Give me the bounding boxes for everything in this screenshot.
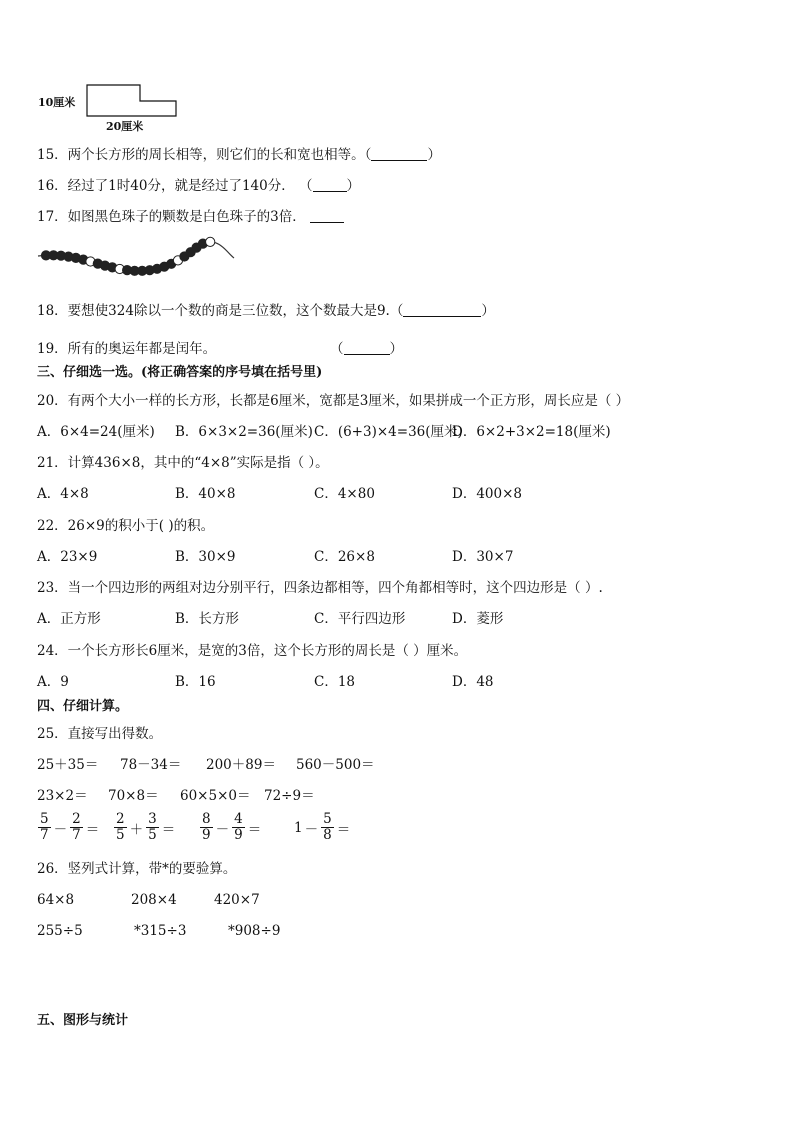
fraction-calc-3: $\frac{8}{9}$ － $\frac{4}{9}$ ＝ (202, 811, 262, 843)
q22-option-a[interactable]: A．23×9 (37, 549, 98, 565)
step-figure (38, 84, 188, 134)
vertical-calc-5: *315÷3 (134, 923, 187, 939)
fraction: $\frac{2}{7}$ (72, 811, 81, 843)
section-5-heading: 五、图形与统计 (37, 1013, 129, 1028)
calc-8: 72÷9＝ (264, 788, 315, 804)
answer-blank-18[interactable] (403, 302, 481, 317)
q24-option-b[interactable]: B．16 (175, 674, 216, 690)
question-19: 19．所有的奥运年都是闰年。 (37, 341, 217, 357)
section-3-heading: 三、仔细选一选。(将正确答案的序号填在括号里) (37, 365, 323, 380)
vertical-calc-2: 208×4 (131, 892, 177, 908)
calc-4: 560－500＝ (296, 757, 375, 773)
q21-option-b[interactable]: B．40×8 (175, 486, 236, 502)
bead-string-figure (36, 236, 236, 280)
question-19-bracket: （ ） (330, 341, 403, 357)
calc-7: 60×5×0＝ (180, 788, 251, 804)
question-20: 20．有两个大小一样的长方形，长都是6厘米，宽都是3厘米，如果拼成一个正方形，周长应是（ ） (37, 393, 630, 409)
figure-left-label: 10厘米 (38, 96, 76, 109)
fraction: $\frac{5}{7}$ (40, 811, 49, 843)
question-16: 16．经过了1时40分，就是经过了140分． （ ） (37, 178, 361, 194)
q20-option-b[interactable]: B．6×3×2=36(厘米) (175, 424, 313, 440)
question-24: 24．一个长方形长6厘米，是宽的3倍，这个长方形的周长是（ ）厘米。 (37, 643, 468, 659)
section-4-heading: 四、仔细计算。 (37, 699, 129, 714)
fraction-calc-2: $\frac{2}{5}$ ＋ $\frac{3}{5}$ ＝ (116, 811, 176, 843)
step-shape (86, 84, 178, 118)
q24-option-a[interactable]: A．9 (37, 674, 69, 690)
vertical-calc-6: *908÷9 (228, 923, 281, 939)
fraction: $\frac{4}{9}$ (234, 811, 243, 843)
question-25: 25．直接写出得数。 (37, 726, 163, 742)
fraction-calc-4: 1 － $\frac{5}{8}$ ＝ (294, 811, 351, 843)
calc-6: 70×8＝ (108, 788, 159, 804)
q20-option-d[interactable]: D．6×2+3×2=18(厘米) (452, 424, 611, 440)
calc-3: 200＋89＝ (206, 757, 276, 773)
question-22: 22．26×9的积小于( )的积。 (37, 518, 215, 534)
answer-blank-17[interactable] (310, 208, 344, 223)
q21-option-a[interactable]: A．4×8 (37, 486, 89, 502)
q24-option-c[interactable]: C．18 (314, 674, 356, 690)
figure-bottom-label: 20厘米 (106, 120, 144, 133)
q21-option-c[interactable]: C．4×80 (314, 486, 375, 502)
q22-option-d[interactable]: D．30×7 (452, 549, 514, 565)
calc-1: 25＋35＝ (37, 757, 99, 773)
q21-option-d[interactable]: D．400×8 (452, 486, 522, 502)
vertical-calc-4: 255÷5 (37, 923, 83, 939)
question-17: 17．如图黑色珠子的颗数是白色珠子的3倍． (37, 208, 344, 226)
q24-option-d[interactable]: D．48 (452, 674, 494, 690)
q23-option-d[interactable]: D．菱形 (452, 611, 504, 627)
answer-blank-19[interactable] (344, 340, 390, 355)
question-18: 18．要想使324除以一个数的商是三位数，这个数最大是9.（ ） (37, 303, 495, 319)
white-bead (206, 237, 215, 246)
q22-option-c[interactable]: C．26×8 (314, 549, 375, 565)
q23-option-a[interactable]: A．正方形 (37, 611, 101, 627)
q23-option-c[interactable]: C．平行四边形 (314, 611, 406, 627)
q23-option-b[interactable]: B．长方形 (175, 611, 239, 627)
question-21: 21．计算436×8，其中的“4×8”实际是指（ ）。 (37, 455, 329, 471)
vertical-calc-3: 420×7 (214, 892, 260, 908)
vertical-calc-1: 64×8 (37, 892, 75, 908)
fraction: $\frac{5}{8}$ (323, 811, 332, 843)
question-26: 26．竖列式计算，带*的要验算。 (37, 861, 237, 877)
q22-option-b[interactable]: B．30×9 (175, 549, 236, 565)
fraction: $\frac{8}{9}$ (202, 811, 211, 843)
q20-option-c[interactable]: C．(6+3)×4=36(厘米) (314, 424, 463, 440)
calc-5: 23×2＝ (37, 788, 88, 804)
fraction: $\frac{2}{5}$ (116, 811, 125, 843)
q20-option-a[interactable]: A．6×4=24(厘米) (37, 424, 155, 440)
fraction: $\frac{3}{5}$ (148, 811, 157, 843)
answer-blank-16[interactable] (313, 177, 347, 192)
question-15: 15．两个长方形的周长相等，则它们的长和宽也相等。（ ） (37, 147, 441, 163)
answer-blank-15[interactable] (371, 146, 427, 161)
calc-2: 78－34＝ (120, 757, 182, 773)
fraction-calc-1: $\frac{5}{7}$ － $\frac{2}{7}$ ＝ (40, 811, 100, 843)
question-23: 23．当一个四边形的两组对边分别平行，四条边都相等，四个角都相等时，这个四边形是（ ）. (37, 580, 603, 596)
